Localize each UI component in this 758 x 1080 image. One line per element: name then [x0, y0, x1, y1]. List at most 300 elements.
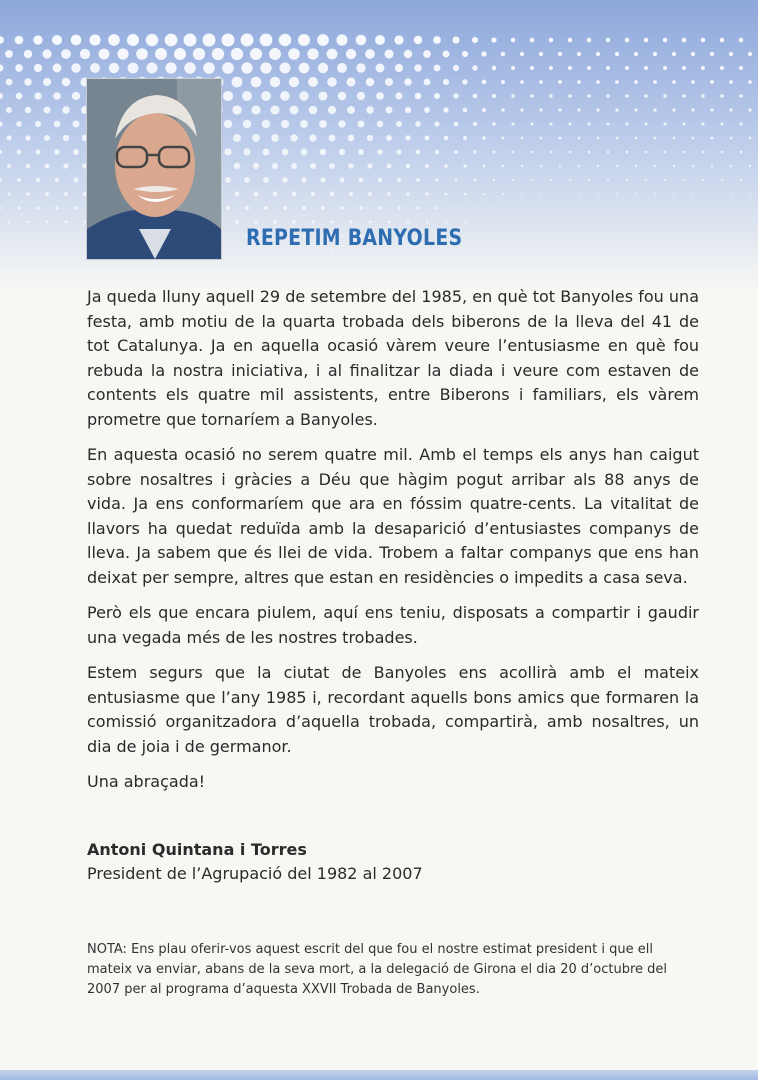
header-dot [625, 122, 628, 125]
header-dot [539, 80, 543, 84]
header-dot [568, 94, 572, 98]
header-dot [492, 122, 495, 125]
header-dot [290, 106, 299, 115]
header-dot [672, 80, 676, 84]
header-dot [596, 80, 600, 84]
header-dot [454, 122, 459, 127]
header-dot [358, 149, 364, 155]
header-dot [424, 107, 430, 113]
header-dot [749, 193, 751, 195]
header-dot [271, 134, 279, 142]
bottom-strip [0, 1070, 758, 1080]
header-dot [36, 206, 39, 209]
header-dot [578, 137, 581, 140]
header-dot [340, 206, 344, 210]
header-dot [720, 66, 724, 70]
header-dot [388, 221, 391, 224]
header-dot [378, 178, 382, 182]
header-dot [251, 77, 262, 88]
header-dot [108, 34, 120, 46]
header-dot [720, 122, 723, 125]
header-dot [549, 94, 553, 98]
header-dot [502, 193, 504, 195]
header-dot [242, 91, 252, 101]
header-dot [155, 48, 167, 60]
header-dot [8, 221, 10, 223]
header-dot [711, 193, 713, 195]
header-dot [339, 149, 345, 155]
header-dot [311, 192, 316, 197]
header-dot [748, 108, 751, 111]
header-dot [52, 35, 62, 45]
header-dot [606, 94, 610, 98]
header-dot [540, 193, 542, 195]
header-dot [234, 191, 239, 196]
header-dot [493, 207, 495, 209]
header-dot [635, 137, 638, 140]
header-dot [730, 193, 732, 195]
header-dot [368, 192, 372, 196]
header-dot [308, 77, 318, 87]
header-dot [482, 108, 486, 112]
header-dot [453, 65, 459, 71]
header-dot [263, 177, 269, 183]
paragraph: Estem segurs que la ciutat de Banyoles ens acollirà amb el mateix entusiasme que l’any 1985 i, recordant aquells bons amics que formaren la comissió organitzadora d’aquella trobada, compartirà, amb nosaltres, un dia de joia i de germanor. [87, 663, 699, 756]
header-dot [385, 78, 393, 86]
header-dot [359, 206, 363, 210]
header-dot [644, 66, 648, 70]
header-dot [511, 38, 516, 43]
header-dot [337, 63, 347, 73]
header-dot [569, 151, 572, 154]
header-dot [357, 92, 365, 100]
header-dot [663, 66, 667, 70]
header-dot [80, 49, 90, 59]
header-dot [540, 165, 542, 167]
header-dot [711, 137, 714, 140]
header-dot [577, 108, 580, 111]
header-dot [474, 179, 477, 182]
header-dot [6, 79, 13, 86]
header-dot [635, 193, 637, 195]
header-dot [607, 151, 610, 154]
header-dot [222, 34, 235, 47]
header-dot [739, 122, 742, 125]
header-dot [395, 64, 403, 72]
header-dot [338, 120, 345, 127]
header-dot [664, 179, 666, 181]
header-dot [701, 122, 704, 125]
header-dot [349, 192, 353, 196]
header-dot [378, 206, 381, 209]
header-dot [282, 149, 289, 156]
header-dot [616, 165, 618, 167]
header-dot [482, 80, 487, 85]
header-dot [367, 135, 373, 141]
header-dot [7, 164, 11, 168]
header-dot [35, 121, 41, 127]
signature-role: President de l’Agrupació del 1982 al 2007 [87, 864, 423, 883]
header-dot [521, 193, 523, 195]
header-dot [279, 34, 291, 46]
article-body [87, 285, 699, 806]
header-dot [625, 38, 630, 43]
header-dot [310, 163, 316, 169]
header-dot [346, 77, 355, 86]
header-dot [212, 48, 224, 60]
header-dot [729, 108, 732, 111]
header-dot [357, 120, 364, 127]
header-dot [366, 106, 373, 113]
header-dot [241, 34, 254, 47]
header-dot [269, 48, 281, 60]
header-dot [386, 135, 392, 141]
header-dot [492, 94, 496, 98]
header-dot [244, 177, 250, 183]
header-dot [404, 78, 411, 85]
header-dot [260, 34, 273, 47]
header-dot [299, 63, 310, 74]
header-dot [16, 93, 23, 100]
header-dot [436, 207, 439, 210]
header-dot [606, 122, 609, 125]
header-dot [425, 192, 428, 195]
header-dot [405, 107, 411, 113]
header-dot [245, 206, 249, 210]
header-dot [596, 52, 600, 56]
header-dot [128, 63, 139, 74]
header-dot [17, 178, 21, 182]
header-dot [45, 192, 49, 196]
header-dot [474, 207, 476, 209]
header-dot [74, 206, 78, 210]
header-dot [729, 80, 733, 84]
header-dot [407, 221, 409, 223]
header-dot [72, 120, 79, 127]
header-dot [663, 122, 666, 125]
header-dot [264, 206, 268, 210]
header-dot [531, 151, 534, 154]
header-dot [596, 108, 599, 111]
header-dot [27, 221, 30, 224]
header-dot [33, 35, 42, 44]
header-dot [569, 179, 571, 181]
header-dot [464, 221, 466, 223]
header-dot [702, 151, 705, 154]
header-dot [739, 66, 743, 70]
header-dot [615, 108, 618, 111]
header-dot [262, 148, 269, 155]
header-dot [327, 77, 337, 87]
header-dot [146, 62, 157, 73]
header-dot [463, 136, 467, 140]
header-dot [512, 179, 514, 181]
header-dot [511, 66, 515, 70]
header-dot [443, 107, 448, 112]
header-dot [559, 137, 562, 140]
header-dot [273, 220, 277, 224]
header-dot [233, 134, 241, 142]
header-dot [615, 52, 619, 56]
header-dot [62, 106, 69, 113]
article-heading: REPETIM BANYOLES [246, 226, 463, 251]
header-dot [559, 165, 561, 167]
header-dot [654, 137, 657, 140]
header-dot [89, 34, 100, 45]
header-dot [336, 34, 347, 45]
header-dot [673, 137, 676, 140]
header-dot [435, 178, 438, 181]
header-dot [397, 178, 401, 182]
header-dot [473, 122, 477, 126]
header-dot [320, 149, 326, 155]
header-dot [231, 48, 243, 60]
header-dot [340, 178, 345, 183]
header-dot [35, 149, 40, 154]
header-dot [309, 106, 318, 115]
header-dot [165, 62, 176, 73]
header-dot [577, 80, 581, 84]
header-dot [15, 36, 24, 45]
header-dot [530, 94, 534, 98]
header-dot [224, 120, 233, 129]
header-dot [165, 34, 178, 47]
header-dot [292, 192, 297, 197]
header-dot [550, 151, 553, 154]
header-dot [184, 62, 195, 73]
header-dot [146, 34, 158, 46]
header-dot [109, 63, 119, 73]
header-dot [280, 91, 290, 101]
header-dot [606, 38, 611, 43]
header-dot [673, 165, 675, 167]
header-dot [356, 35, 367, 46]
header-dot [301, 149, 308, 156]
header-dot [251, 105, 260, 114]
header-dot [445, 221, 447, 223]
header-dot [673, 193, 675, 195]
header-dot [63, 135, 69, 141]
header-dot [366, 78, 375, 87]
header-dot [558, 108, 561, 111]
header-dot [625, 66, 629, 70]
header-dot [415, 93, 422, 100]
header-dot [54, 149, 60, 155]
header-dot [423, 50, 431, 58]
header-dot [588, 179, 590, 181]
header-dot [321, 206, 325, 210]
header-dot [597, 137, 600, 140]
header-dot [501, 108, 504, 111]
header-dot [683, 179, 685, 181]
header-dot [224, 148, 231, 155]
header-dot [329, 135, 336, 142]
header-dot [463, 108, 468, 113]
header-dot [327, 49, 338, 60]
header-dot [578, 193, 580, 195]
header-dot [262, 120, 270, 128]
header-dot [672, 52, 676, 56]
header-dot [72, 92, 80, 100]
footnote: NOTA: Ens plau oferir-vos aquest escrit del que fou el nostre estimat president i que ell mateix va enviar, abans de la seva mort, a la delegació de Girona el dia 20 d’octubre del 2007 per al programa d’aquesta XXVII Trobada de Banyoles. [87, 942, 668, 997]
header-dot [511, 94, 515, 98]
header-dot [55, 206, 58, 209]
header-dot [740, 151, 743, 154]
header-dot [530, 38, 535, 43]
header-dot [721, 179, 723, 181]
header-dot [62, 78, 71, 87]
header-dot [73, 149, 79, 155]
header-dot [394, 35, 403, 44]
header-dot [653, 108, 656, 111]
header-dot [424, 79, 431, 86]
header-dot [53, 64, 62, 73]
header-dot [53, 92, 61, 100]
header-dot [654, 165, 656, 167]
header-dot [348, 135, 355, 142]
header-dot [99, 49, 110, 60]
header-dot [349, 220, 352, 223]
header-dot [74, 178, 79, 183]
paragraph: En aquesta ocasió no serem quatre mil. Amb el temps els anys han caigut sobre nosaltres i gràcies a Déu que hàgim pogut arribar als 88 anys de vida. Ja ens conformaríem que ara en fóssim quatre-cents. La vitalitat de llavors ha quedat reduïda amb la desaparició d’entusiastes companys de lleva. Ja sabem que és llei de vida. Trobem a faltar companys que ens han deixat per sempre, altres que estan en residències o impedits a casa seva. [87, 445, 699, 587]
header-dot [253, 163, 259, 169]
header-dot [616, 193, 618, 195]
signature-block [87, 838, 699, 886]
header-dot [279, 62, 290, 73]
header-dot [491, 37, 496, 42]
header-dot [426, 221, 428, 223]
header-dot [493, 151, 496, 154]
header-dot [387, 164, 392, 169]
header-dot [511, 122, 514, 125]
header-dot [521, 165, 523, 167]
header-dot [588, 151, 591, 154]
header-dot [15, 64, 23, 72]
header-dot [597, 165, 599, 167]
header-dot [405, 135, 410, 140]
header-dot [644, 38, 649, 43]
header-dot [559, 193, 561, 195]
header-dot [720, 38, 725, 43]
header-dot [273, 192, 278, 197]
header-dot [472, 37, 478, 43]
header-dot [587, 66, 591, 70]
header-dot [692, 137, 695, 140]
header-dot [454, 150, 458, 154]
header-dot [654, 193, 656, 195]
header-dot [634, 80, 638, 84]
header-dot [64, 192, 68, 196]
header-dot [597, 193, 599, 195]
header-dot [387, 192, 391, 196]
header-dot [520, 80, 524, 84]
header-dot [577, 52, 581, 56]
header-dot [26, 164, 30, 168]
header-dot [481, 51, 486, 56]
header-dot [416, 178, 420, 182]
header-dot [711, 165, 713, 167]
header-dot [16, 121, 22, 127]
header-dot [644, 94, 648, 98]
paragraph: Però els que encara piulem, aquí ens teniu, disposats a compartir i gaudir una vegada més de les nostres trobades. [87, 603, 699, 647]
header-dot [616, 137, 619, 140]
header-dot [34, 64, 42, 72]
header-dot [748, 52, 752, 56]
header-dot [445, 193, 448, 196]
header-dot [42, 49, 51, 58]
header-dot [369, 221, 372, 224]
header-dot [435, 150, 439, 154]
header-dot [682, 94, 686, 98]
header-dot [397, 206, 400, 209]
header-dot [721, 151, 724, 154]
header-dot [425, 136, 430, 141]
header-dot [290, 134, 298, 142]
header-dot [377, 149, 383, 155]
header-dot [46, 221, 49, 224]
header-dot [663, 38, 668, 43]
header-dot [226, 206, 230, 210]
header-dot [6, 107, 12, 113]
header-dot [44, 135, 50, 141]
header-dot [530, 66, 534, 70]
header-dot [25, 107, 31, 113]
header-dot [203, 34, 216, 47]
header-dot [136, 48, 148, 60]
header-dot [473, 150, 476, 153]
header-dot [626, 151, 629, 154]
header-dot [701, 94, 705, 98]
header-dot [395, 92, 402, 99]
header-dot [318, 63, 328, 73]
header-dot [5, 50, 13, 58]
header-dot [558, 52, 562, 56]
header-dot [455, 207, 457, 209]
header-dot [365, 49, 375, 59]
header-dot [587, 94, 591, 98]
header-dot [309, 134, 316, 141]
header-dot [282, 177, 288, 183]
closing-line: Una abraçada! [87, 772, 206, 791]
header-dot [26, 192, 29, 195]
header-dot [683, 151, 686, 154]
header-dot [416, 150, 421, 155]
header-dot [587, 38, 592, 43]
header-dot [434, 93, 440, 99]
header-dot [386, 107, 393, 114]
header-dot [260, 62, 271, 73]
header-dot [472, 65, 477, 70]
header-dot [235, 220, 239, 224]
header-dot [311, 220, 314, 223]
header-dot [406, 164, 410, 168]
header-dot [672, 108, 675, 111]
header-dot [298, 34, 310, 46]
header-dot [482, 136, 485, 139]
header-dot [415, 121, 421, 127]
header-dot [464, 193, 467, 196]
header-dot [71, 63, 80, 72]
header-dot [587, 122, 590, 125]
header-dot [252, 134, 260, 142]
header-dot [502, 165, 504, 167]
header-dot [36, 178, 40, 182]
header-dot [330, 220, 333, 223]
header-dot [55, 178, 59, 182]
header-dot [250, 48, 262, 60]
header-dot [443, 51, 450, 58]
header-dot [338, 92, 347, 101]
